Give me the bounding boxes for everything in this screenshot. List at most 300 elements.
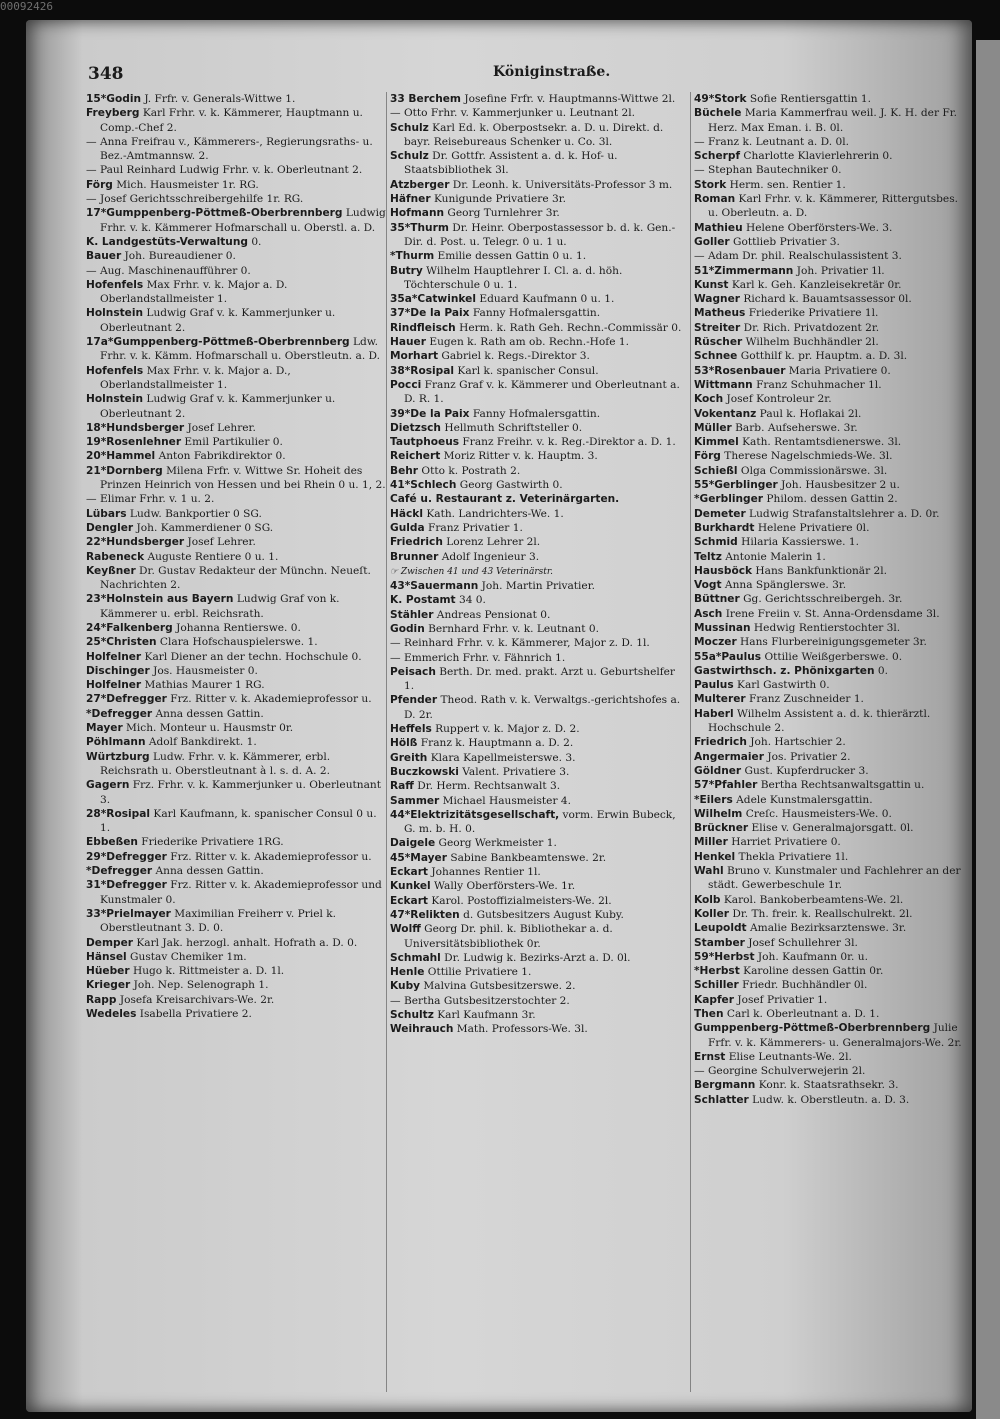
entry-details: — Franz k. Leutnant a. D. 0l. <box>694 135 849 148</box>
entry-name: Hölß <box>390 737 418 750</box>
entry-details: Philom. dessen Gattin 2. <box>763 493 898 506</box>
directory-entry <box>694 378 970 392</box>
directory-entry <box>694 1064 970 1078</box>
entry-name: Mathieu <box>694 221 743 234</box>
entry-details: Josef Kontroleur 2r. <box>723 393 832 406</box>
entry-details: Anton Fabrikdirektor 0. <box>155 450 286 463</box>
directory-entry <box>390 364 686 378</box>
entry-details: Franz Zuschneider 1. <box>745 693 864 706</box>
entry-name: 53*Rosenbauer <box>694 364 786 377</box>
entry-name: 47*Relikten <box>390 908 460 921</box>
entry-name: 33*Prielmayer <box>86 907 171 920</box>
entry-name: 45*Mayer <box>390 851 447 864</box>
entry-name: Brückner <box>694 822 749 835</box>
directory-entry <box>86 692 386 706</box>
entry-details: Creſc. Hausmeisters-We. 0. <box>742 807 892 820</box>
directory-entry <box>86 306 386 335</box>
entry-name: Kunkel <box>390 880 431 893</box>
directory-entry <box>694 1078 970 1092</box>
entry-details: Hedwig Rentierstochter 3l. <box>750 621 901 634</box>
entry-name: 57*Pfahler <box>694 779 758 792</box>
directory-entry <box>86 335 386 364</box>
directory-entry <box>390 521 686 535</box>
directory-entry <box>86 106 386 135</box>
entry-name: Gulda <box>390 521 425 534</box>
entry-details: Antonie Malerin 1. <box>721 550 826 563</box>
directory-entry <box>390 979 686 993</box>
entry-name: Scherpf <box>694 150 741 163</box>
directory-entry <box>390 751 686 765</box>
entry-details: Berth. Dr. med. prakt. Arzt u. Geburtshelfer 1. <box>404 665 675 693</box>
entry-name: Gumppenberg-Pöttmeß-Oberbrennberg <box>694 1022 931 1035</box>
directory-entry <box>694 163 970 177</box>
entry-details: Ldw. Frhr. v. k. Kämm. Hofmarschall u. Oberstleutn. a. D. <box>100 336 381 363</box>
entry-details: Johannes Rentier 1l. <box>428 866 541 879</box>
directory-entry <box>86 249 386 263</box>
directory-entry <box>694 707 970 736</box>
entry-name: Dengler <box>86 521 134 534</box>
entry-details: — Elimar Frhr. v. 1 u. 2. <box>86 493 215 506</box>
entry-details: Georg Gastwirth 0. <box>456 479 563 492</box>
directory-entry <box>86 421 386 435</box>
directory-entry <box>86 850 386 864</box>
entry-details: Joh. Hausbesitzer 2 u. <box>777 479 900 492</box>
directory-entry <box>694 407 970 421</box>
entry-details: — Paul Reinhard Ludwig Frhr. v. k. Oberleutnant 2. <box>86 164 363 177</box>
entry-details: Anna dessen Gattin. <box>152 707 264 720</box>
entry-details: Malvina Gutsbesitzerswe. 2. <box>420 980 576 993</box>
entry-name: Wagner <box>694 293 740 306</box>
entry-name: Wittmann <box>694 378 753 391</box>
running-head: Königinstraße. <box>493 64 611 80</box>
entry-details: — Georgine Schulverwejerin 2l. <box>694 1065 866 1078</box>
entry-details: Konr. k. Staatsrathsekr. 3. <box>755 1079 899 1092</box>
column-2 <box>390 92 686 1399</box>
directory-entry <box>390 492 686 506</box>
entry-name: Demper <box>86 936 134 949</box>
directory-entry <box>86 521 386 535</box>
directory-entry <box>390 994 686 1008</box>
scan-id: 00092426 <box>0 0 53 13</box>
entry-name: Rabeneck <box>86 550 145 563</box>
directory-entry <box>390 722 686 736</box>
entry-name: Vogt <box>694 579 722 592</box>
directory-entry <box>694 807 970 821</box>
entry-details: Joh. Privatier 1l. <box>793 264 885 277</box>
entry-name: 21*Dornberg <box>86 464 163 477</box>
entry-details: Dr. Rich. Privatdozent 2r. <box>740 321 880 334</box>
entry-name: Kunst <box>694 278 729 291</box>
entry-name: Daigele <box>390 837 436 850</box>
entry-name: Ebbeßen <box>86 836 138 849</box>
column-1 <box>86 92 386 1399</box>
entry-name: Müller <box>694 421 732 434</box>
entry-details: Adolf Bankdirekt. 1. <box>145 736 257 749</box>
directory-entry <box>86 92 386 106</box>
entry-details: Karl k. Geh. Kanzleisekretär 0r. <box>728 278 902 291</box>
entry-details: — Bertha Gutsbesitzerstochter 2. <box>390 994 570 1007</box>
directory-entry <box>694 349 970 363</box>
directory-entry <box>86 664 386 678</box>
entry-details: vorm. Erwin Bubeck, G. m. b. H. 0. <box>404 808 676 836</box>
entry-name: 17*Gumppenberg-Pöttmeß-Oberbrennberg <box>86 207 343 220</box>
entry-details: Sofie Rentiersgattin 1. <box>746 93 872 105</box>
entry-name: Büttner <box>694 593 740 606</box>
entry-details: — Anna Freifrau v., Kämmerers-, Regierungsraths- u. Bez.-Amtmannsw. 2. <box>86 135 373 163</box>
entry-details: Therese Nagelschmieds-We. 3l. <box>720 450 893 463</box>
entry-name: Dietzsch <box>390 421 441 434</box>
directory-entry <box>390 221 686 250</box>
entry-details: Bernhard Frhr. v. k. Leutnant 0. <box>424 622 599 635</box>
entry-name: Schmid <box>694 536 738 549</box>
entry-name: Büchele <box>694 107 742 120</box>
directory-entry <box>694 464 970 478</box>
entry-details: Amalie Bezirksarztenswe. 3r. <box>746 922 907 935</box>
entry-details: Charlotte Klavierlehrerin 0. <box>740 150 893 163</box>
directory-entry <box>694 578 970 592</box>
entry-name: Schlatter <box>694 1093 749 1106</box>
entry-name: 38*Rosipal <box>390 364 455 377</box>
entry-details: Gg. Gerichtsschreibergeh. 3r. <box>739 593 903 606</box>
directory-entry <box>390 808 686 837</box>
entry-details: Moriz Ritter v. k. Hauptm. 3. <box>440 450 598 463</box>
entry-details: Karol. Bankoberbeamtens-We. 2l. <box>720 893 904 906</box>
entry-name: 20*Hammel <box>86 450 156 463</box>
directory-entry <box>86 978 386 992</box>
directory-entry <box>390 321 686 335</box>
entry-name: Holnstein <box>86 307 144 320</box>
entry-name: 35a*Catwinkel <box>390 293 476 306</box>
directory-entry <box>694 750 970 764</box>
directory-entry <box>694 521 970 535</box>
directory-entry <box>694 778 970 792</box>
entry-details: Jos. Privatier 2. <box>763 750 851 763</box>
entry-details: 0. <box>874 664 889 677</box>
entry-details: Franz Schuhmacher 1l. <box>752 378 882 391</box>
entry-name: *Defregger <box>86 865 153 878</box>
entry-name: *Gerblinger <box>694 493 764 506</box>
entry-details: Hilaria Kassierswe. 1. <box>737 536 859 549</box>
entry-name: Vokentanz <box>694 407 757 420</box>
entry-details: Ludwig Graf v. k. Kammerjunker u. Oberleutnant 2. <box>100 307 336 334</box>
entry-details: Joh. Nep. Selenograph 1. <box>130 979 269 992</box>
directory-entry <box>86 163 386 177</box>
directory-entry <box>390 765 686 779</box>
entry-details: Gust. Kupferdrucker 3. <box>741 764 869 777</box>
entry-name: K. Postamt <box>390 594 456 607</box>
directory-entry <box>390 922 686 951</box>
entry-details: Ludw. k. Oberstleutn. a. D. 3. <box>748 1093 910 1106</box>
directory-entry <box>390 249 686 263</box>
entry-details: Gottlieb Privatier 3. <box>729 235 840 248</box>
entry-details: — Aug. Maschinenaufführer 0. <box>86 264 251 277</box>
entry-name: Paulus <box>694 679 734 692</box>
entry-details: — Josef Gerichtsschreibergehilfe 1r. RG. <box>86 193 304 206</box>
entry-details: Johanna Rentierswe. 0. <box>172 621 301 634</box>
entry-details: Adolf Ingenieur 3. <box>438 550 540 563</box>
directory-entry <box>86 235 386 249</box>
entry-name: 15*Godin <box>86 93 142 105</box>
entry-name: Asch <box>694 607 723 620</box>
entry-details: Josef Lehrer. <box>184 536 256 549</box>
directory-entry <box>694 135 970 149</box>
directory-entry <box>86 621 386 635</box>
directory-entry <box>390 178 686 192</box>
directory-entry <box>86 178 386 192</box>
entry-details: Eugen k. Rath am ob. Rechn.-Hofe 1. <box>425 336 629 349</box>
directory-entry <box>694 764 970 778</box>
directory-entry <box>694 192 970 221</box>
entry-details: Hans Bankfunktionär 2l. <box>752 564 888 577</box>
entry-details: Emilie dessen Gattin 0 u. 1. <box>434 250 587 263</box>
entry-name: Dischinger <box>86 664 150 677</box>
directory-entry <box>694 321 970 335</box>
entry-name: 59*Herbst <box>694 950 755 963</box>
entry-name: Moczer <box>694 636 737 649</box>
directory-entry <box>694 306 970 320</box>
entry-name: 43*Sauermann <box>390 580 479 593</box>
directory-entry <box>390 206 686 220</box>
page-number: 348 <box>88 64 124 84</box>
entry-details: Ludw. Frhr. v. k. Kämmerer, erbl. Reichsrath u. Oberstleutnant à l. s. d. A. 2. <box>100 750 331 777</box>
directory-entry <box>86 392 386 421</box>
entry-name: Hüeber <box>86 965 130 978</box>
directory-entry <box>390 421 686 435</box>
entry-name: Raff <box>390 780 414 793</box>
entry-name: Häckl <box>390 507 423 520</box>
entry-name: Gastwirthsch. z. Phönixgarten <box>694 664 875 677</box>
entry-details: Franz Graf v. k. Kämmerer und Oberleutnant a. D. R. 1. <box>404 378 680 406</box>
entry-name: 55*Gerblinger <box>694 479 778 492</box>
directory-entry <box>390 622 686 636</box>
entry-details: Thekla Privatiere 1l. <box>735 850 849 863</box>
entry-name: Sammer <box>390 794 440 807</box>
directory-entry <box>694 449 970 463</box>
directory-entry <box>86 1007 386 1021</box>
entry-details: Dr. Ludwig k. Bezirks-Arzt a. D. 0l. <box>440 951 631 964</box>
directory-entry <box>694 292 970 306</box>
entry-name: Bergmann <box>694 1079 756 1092</box>
directory-entry <box>390 535 686 549</box>
entry-name: *Thurm <box>390 250 435 263</box>
directory-entry <box>86 264 386 278</box>
directory-entry <box>390 965 686 979</box>
entry-details: Frz. Frhr. v. k. Kammerjunker u. Oberleutnant 3. <box>100 779 381 806</box>
directory-entry <box>694 821 970 835</box>
entry-name: 19*Rosenlehner <box>86 436 182 449</box>
entry-name: Eckart <box>390 866 428 879</box>
directory-entry <box>694 907 970 921</box>
entry-details: — Stephan Bautechniker 0. <box>694 164 842 177</box>
entry-details: Ludwig Frhr. v. k. Kämmerer Hofmarschall u. Oberstl. a. D. <box>100 207 386 234</box>
entry-name: Holfelner <box>86 650 142 663</box>
directory-entry <box>694 478 970 492</box>
entry-name: Butry <box>390 264 423 277</box>
directory-entry <box>390 851 686 865</box>
entry-name: 17a*Gumppenberg-Pöttmeß-Oberbrennberg <box>86 336 350 349</box>
entry-details: Andreas Pensionat 0. <box>433 608 551 621</box>
entry-name: Matheus <box>694 307 746 320</box>
entry-name: Wilhelm <box>694 807 743 820</box>
entry-name: 31*Defregger <box>86 879 167 892</box>
entry-details: Max Frhr. v. k. Major a. D. Oberlandstallmeister 1. <box>100 278 288 306</box>
directory-entry <box>694 835 970 849</box>
entry-name: Roman <box>694 193 736 206</box>
entry-name: Schulz <box>390 121 429 134</box>
directory-entry <box>390 550 686 564</box>
directory-entry <box>390 693 686 722</box>
entry-name: Würtzburg <box>86 750 150 763</box>
directory-entry <box>694 635 970 649</box>
directory-entry <box>694 564 970 578</box>
entry-name: 49*Stork <box>694 93 747 105</box>
directory-entry <box>86 721 386 735</box>
entry-name: Stork <box>694 178 727 191</box>
entry-name: Goller <box>694 235 730 248</box>
entry-name: K. Landgestüts-Verwaltung <box>86 235 248 248</box>
entry-name: Gagern <box>86 779 130 792</box>
directory-entry <box>390 636 686 650</box>
entry-details: Anna Spänglerswe. 3r. <box>721 579 847 592</box>
directory-entry <box>390 1022 686 1036</box>
directory-entry <box>86 964 386 978</box>
entry-name: 28*Rosipal <box>86 807 151 820</box>
directory-entry <box>390 378 686 407</box>
directory-entry <box>86 807 386 836</box>
entry-name: Häfner <box>390 193 431 206</box>
entry-details: Josef Lehrer. <box>184 421 256 434</box>
directory-entry <box>390 121 686 150</box>
directory-entry <box>390 579 686 593</box>
entry-details: Sabine Bankbeamtenswe. 2r. <box>446 851 607 864</box>
directory-entry <box>86 735 386 749</box>
directory-entry <box>390 407 686 421</box>
entry-details: Bertha Rechtsanwaltsgattin u. <box>757 779 925 792</box>
entry-details: Otto k. Postrath 2. <box>418 464 521 477</box>
entry-details: Josefine Frfr. v. Hauptmanns-Wittwe 2l. <box>460 93 676 105</box>
directory-entry <box>86 135 386 164</box>
entry-name: *Defregger <box>86 707 153 720</box>
entry-name: Friedrich <box>390 536 443 549</box>
entry-details: Maximilian Freiherr v. Priel k. Oberstleutnant 3. D. 0. <box>100 907 337 935</box>
directory-entry <box>694 621 970 635</box>
directory-entry <box>390 106 686 120</box>
entry-details: Friederike Privatiere 1l. <box>745 307 879 320</box>
entry-details: Anna dessen Gattin. <box>152 865 264 878</box>
directory-entry <box>694 650 970 664</box>
entry-name: Kolb <box>694 893 721 906</box>
entry-details: Math. Professors-We. 3l. <box>453 1023 588 1036</box>
entry-name: *Eilers <box>694 793 733 806</box>
entry-name: Wedeles <box>86 1008 137 1020</box>
entry-details: Paul k. Hoflakai 2l. <box>756 407 862 420</box>
directory-entry <box>694 993 970 1007</box>
entry-name: 25*Christen <box>86 636 157 649</box>
entry-details: Elise v. Generalmajorsgatt. 0l. <box>748 822 914 835</box>
entry-details: Isabella Privatiere 2. <box>136 1008 252 1020</box>
directory-entry <box>694 492 970 506</box>
directory-entry <box>86 750 386 779</box>
entry-name: Greith <box>390 751 428 764</box>
directory-entry <box>390 908 686 922</box>
entry-details: 34 0. <box>455 594 486 607</box>
entry-details: Fanny Hofmalersgattin. <box>469 407 601 420</box>
directory-entry <box>86 635 386 649</box>
directory-entry <box>694 335 970 349</box>
directory-entry <box>86 564 386 593</box>
entry-name: Pöhlmann <box>86 736 146 749</box>
entry-details: Mich. Monteur u. Hausmstr 0r. <box>122 722 294 735</box>
directory-entry <box>694 964 970 978</box>
entry-details: Valent. Privatiere 3. <box>458 765 570 778</box>
entry-name: Weihrauch <box>390 1023 454 1036</box>
directory-entry <box>86 507 386 521</box>
entry-details: Karl Frhr. v. k. Kämmerer, Rittergutsbes. u. Oberleutn. a. D. <box>708 193 959 220</box>
directory-entry <box>86 449 386 463</box>
entry-details: d. Gutsbesitzers August Kuby. <box>459 908 624 921</box>
directory-entry <box>86 492 386 506</box>
directory-entry <box>694 735 970 749</box>
directory-entry <box>390 1008 686 1022</box>
entry-details: Ruppert v. k. Major z. D. 2. <box>431 723 580 736</box>
entry-name: Hausböck <box>694 564 753 577</box>
entry-details: — Otto Frhr. v. Kammerjunker u. Leutnant 2l. <box>390 107 635 120</box>
entry-name: Peisach <box>390 665 436 678</box>
entry-details: Karl Frhr. v. k. Kämmerer, Hauptmann u. Comp.-Chef 2. <box>100 107 363 134</box>
entry-name: Then <box>694 1008 724 1020</box>
entry-name: 18*Hundsberger <box>86 421 185 434</box>
entry-details: Joh. Kammerdiener 0 SG. <box>133 521 274 534</box>
entry-name: Keyßner <box>86 564 136 577</box>
directory-entry <box>694 893 970 907</box>
entry-details: — Emmerich Frhr. v. Fähnrich 1. <box>390 651 566 664</box>
directory-entry <box>86 464 386 493</box>
entry-details: Wilhelm Assistent a. d. k. thierärztl. Hochschule 2. <box>708 707 931 735</box>
entry-details: Franz k. Hauptmann a. D. 2. <box>417 737 574 750</box>
entry-details: Clara Hofschauspielerswe. 1. <box>156 636 318 649</box>
entry-name: 51*Zimmermann <box>694 264 794 277</box>
entry-details: Irene Freiin v. St. Anna-Ordensdame 3l. <box>722 607 940 620</box>
entry-name: Multerer <box>694 693 746 706</box>
entry-name: 37*De la Paix <box>390 307 470 320</box>
entry-details: Joh. Martin Privatier. <box>478 580 595 593</box>
entry-details: Franz Freihr. v. k. Reg.-Direktor a. D. 1. <box>459 436 676 449</box>
directory-entry <box>390 779 686 793</box>
entry-details: Bruno v. Kunstmaler und Fachlehrer an der städt. Gewerbeschule 1r. <box>708 865 961 892</box>
directory-entry <box>694 106 970 135</box>
directory-entry <box>390 865 686 879</box>
entry-name: Hänsel <box>86 950 127 963</box>
directory-entry <box>694 92 970 106</box>
directory-entry <box>390 951 686 965</box>
entry-details: Wilhelm Buchhändler 2l. <box>742 336 879 349</box>
directory-entry <box>86 535 386 549</box>
directory-entry <box>390 349 686 363</box>
directory-entry <box>86 192 386 206</box>
entry-details: Richard k. Bauamtsassessor 0l. <box>740 293 912 306</box>
entry-details: Klara Kapellmeisterswe. 3. <box>427 751 576 764</box>
directory-entry <box>694 678 970 692</box>
directory-entry <box>86 678 386 692</box>
entry-details: Karl Ed. k. Oberpostsekr. a. D. u. Direkt. d. bayr. Reisebureaus Schenker u. Co. 3l. <box>404 121 664 148</box>
entry-details: Kath. Landrichters-We. 1. <box>422 507 564 520</box>
entry-details: Ludw. Bankportier 0 SG. <box>126 507 262 520</box>
directory-entry <box>390 478 686 492</box>
directory-entry <box>694 936 970 950</box>
directory-entry <box>694 149 970 163</box>
directory-entry <box>390 593 686 607</box>
entry-details: Ludwig Strafanstaltslehrer a. D. 0r. <box>745 507 940 520</box>
